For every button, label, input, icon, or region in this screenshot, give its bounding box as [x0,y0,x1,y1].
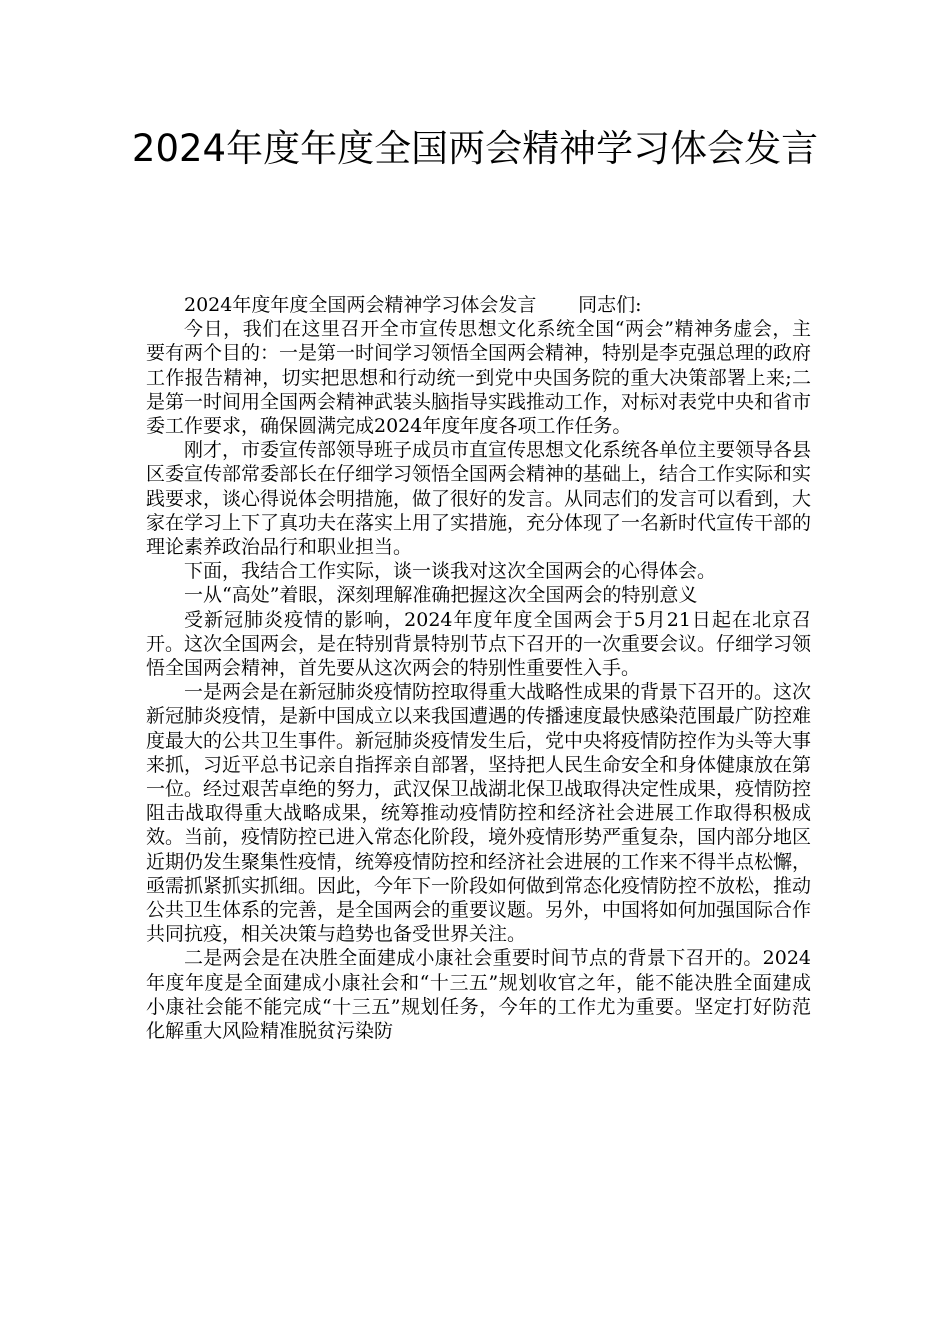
paragraph: 下面，我结合工作实际，谈一谈我对这次全国两会的心得体会。 [184,560,717,583]
paragraph: 二是两会是在决胜全面建成小康社会重要时间节点的背景下召开的。2024年度年度是全面建成小康社会和“十三五”规划收官之年，能不能决胜全面建成小康社会能不能完成“十三五”规划任务，今年的工作尤为重要。坚定打好防范化解重大风险精准脱贫污染防 [146,947,811,1043]
paragraph: 今日，我们在这里召开全市宣传思想文化系统全国“两会”精神务虚会，主要有两个目的：一是第一时间学习领悟全国两会精神，特别是李克强总理的政府工作报告精神，切实把思想和行动统一到党中央国务院的重大决策部署上来;二是第一时间用全国两会精神武装头脑指导实践推动工作，对标对表党中央和省市委工作要求，确保圆满完成2024年度年度各项工作任务。 [146,318,812,438]
document-body [146,293,811,1043]
section-heading: 一从“高处”着眼，深刻理解准确把握这次全国两会的特别意义 [184,584,698,607]
paragraph: 刚才，市委宣传部领导班子成员市直宣传思想文化系统各单位主要领导各县区委宣传部常委部长在仔细学习领悟全国两会精神的基础上，结合工作实际和实践要求，谈心得说体会明措施，做了很好的发言。从同志们的发言可以看到，大家在学习上下了真功夫在落实上用了实措施，充分体现了一名新时代宣传干部的理论素养政治品行和职业担当。 [146,439,812,559]
intro-title: 2024年度年度全国两会精神学习体会发言 [184,294,537,316]
paragraph: 一是两会是在新冠肺炎疫情防控取得重大战略性成果的背景下召开的。这次新冠肺炎疫情，是新中国成立以来我国遭遇的传播速度最快感染范围最广防控难度最大的公共卫生事件。新冠肺炎疫情发生后，党中央将疫情防控作为头等大事来抓，习近平总书记亲自指挥亲自部署，坚持把人民生命安全和身体健康放在第一位。经过艰苦卓绝的努力，武汉保卫战湖北保卫战取得决定性成果，疫情防控阻击战取得重大战略成果，统筹推动疫情防控和经济社会进展工作取得积极成效。当前，疫情防控已进入常态化阶段，境外疫情形势严重复杂，国内部分地区近期仍发生聚集性疫情，统筹疫情防控和经济社会进展的工作来不得半点松懈，亟需抓紧抓实抓细。因此，今年下一阶段如何做到常态化疫情防控不放松，推动公共卫生体系的完善，是全国两会的重要议题。另外，中国将如何加强国际合作共同抗疫，相关决策与趋势也备受世界关注。 [146,681,812,946]
salutation: 同志们: [578,294,642,316]
document-title: 2024年度年度全国两会精神学习体会发言 [131,127,819,170]
paragraph: 受新冠肺炎疫情的影响，2024年度年度全国两会于5月21日起在北京召开。这次全国两会，是在特别背景特别节点下召开的一次重要会议。仔细学习领悟全国两会精神，首先要从这次两会的特别性重要性入手。 [146,608,812,680]
intro-line [146,293,811,317]
